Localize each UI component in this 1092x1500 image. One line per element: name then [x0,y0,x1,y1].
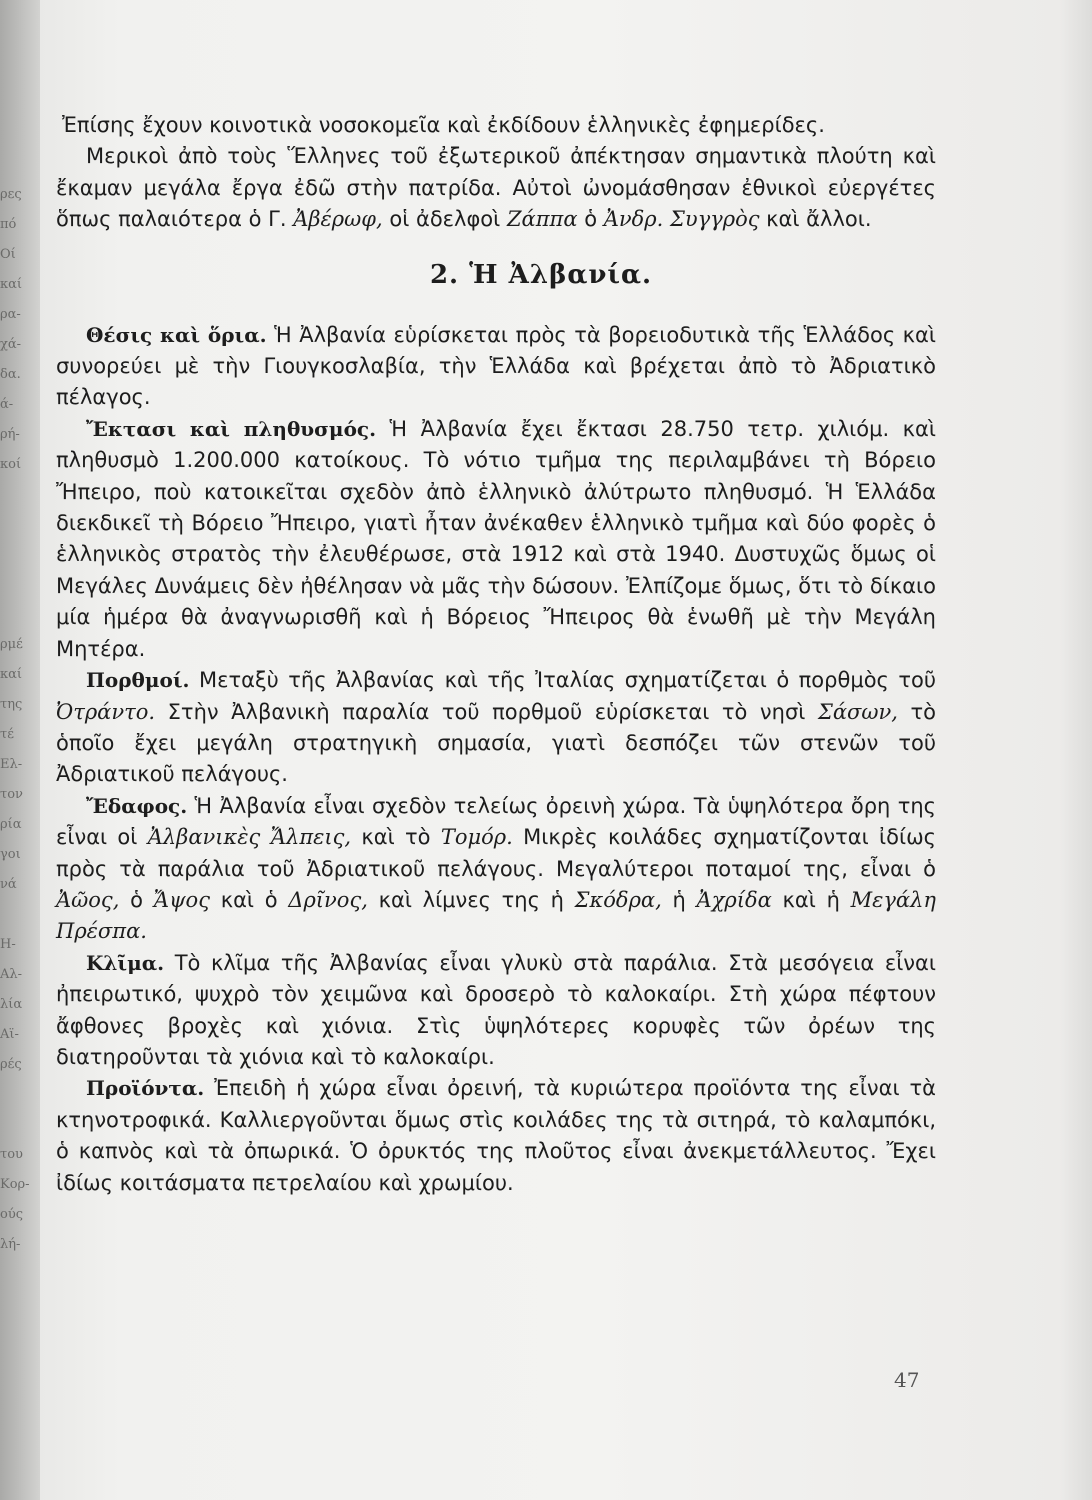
margin-fragment [0,1110,36,1140]
lead-products: Προϊόντα. [86,1076,205,1101]
margin-fragment [0,900,36,930]
margin-fragment: λή- [0,1237,21,1252]
margin-fragment: κοί [0,457,22,472]
margin-fragment: ρή- [0,427,20,442]
margin-fragment: Αϊ- [0,1027,19,1042]
margin-fragment: Η- [0,937,16,952]
margin-fragment: τέ [0,727,14,742]
margin-fragment [0,540,36,570]
page-number: 47 [894,1368,920,1392]
margin-fragment: γοι [0,847,21,862]
margin-fragment: ρμέ [0,637,23,652]
paragraph-extent: Ἔκτασι καὶ πληθυσμός. Ἡ Ἀλβανία ἔχει ἔκτασι 28.750 τετρ. χιλιόμ. καὶ πληθυσμὸ 1.200.000 κατοίκους. Τὸ νότιο τμῆμα της περιλαμβάνει τὴ Βόρειο Ἤπειρο, ποὺ κατοικεῖται σχεδὸν ἀπὸ ἑλληνικὸ ἀλύτρωτο πληθυσμό. Ἡ Ἑλλάδα διεκδικεῖ τὴ Βόρειο Ἤπειρο, γιατὶ ἦταν ἀνέκαθεν ἑλληνικὸ τμῆμα καὶ δύο φορὲς ὁ ἑλληνικὸς στρατὸς τὴν ἐλευθέρωσε, στὰ 1912 καὶ στὰ 1940. Δυστυχῶς ὅμως οἱ Μεγάλες Δυνάμεις δὲν ἠθέλησαν νὰ μᾶς τὴν δώσουν. Ἐλπίζομε ὅμως, ὅτι τὸ δίκαιο μία ἡμέρα θὰ ἀναγνωρισθῆ καὶ ἡ Βόρειος Ἤπειρος θὰ ἑνωθῆ μὲ τὴν Μεγάλη Μητέρα. [56,416,936,661]
margin-fragment: Κορ- [0,1177,30,1192]
margin-fragment: Αλ- [0,967,23,982]
paragraph-straits: Πορθμοί. Μεταξὺ τῆς Ἀλβανίας καὶ τῆς Ἰταλίας σχηματίζεται ὁ πορθμὸς τοῦ Ὀτράντο. Στὴν Ἀλβανικὴ παραλία τοῦ πορθμοῦ εὑρίσκεται τὸ νησὶ Σάσων, τὸ ὁποῖο ἔχει μεγάλη στρατηγικὴ σημασία, γιατὶ δεσπόζει τῶν στενῶν τοῦ Ἀδριατικοῦ πελάγους. [56,668,936,787]
margin-fragment: ρα- [0,307,21,322]
margin-fragment: νά [0,877,17,892]
margin-fragment [0,480,36,510]
margin-fragment: ρία [0,817,22,832]
margin-fragment: πό [0,217,17,232]
margin-fragment: Ελ- [0,757,23,772]
intro-line: Ἐπίσης ἔχουν κοινοτικὰ νοσοκομεῖα καὶ ἐκδίδουν ἑλληνικὲς ἐφημερίδες. [62,113,825,137]
margin-fragment: δα. [0,367,21,382]
margin-fragment [0,1080,36,1110]
lead-terrain: Ἔδαφος. [86,793,188,818]
margin-fragment: ρές [0,1057,22,1072]
margin-fragment [0,600,36,630]
margin-fragment: καί [0,667,23,682]
margin-fragment: ά- [0,397,14,412]
section-heading: 2. Ἡ Ἀλβανία. [429,259,653,290]
paragraph-products: Προϊόντα. Ἐπειδὴ ἡ χώρα εἶναι ὀρεινή, τὰ κυριώτερα προϊόντα της εἶναι τὰ κτηνοτροφικά. Καλλιεργοῦνται ὅμως στὶς κοιλάδες της τὰ σιτηρά, τὸ καλαμπόκι, ὁ καπνὸς καὶ τὰ ὀπωρικά. Ὁ ὀρυκτός της πλοῦτος εἶναι ἀνεκμετάλλευτος. Ἔχει ἰδίως κοιτάσματα πετρελαίου καὶ χρωμίου. [56,1076,936,1195]
margin-fragment: ούς [0,1207,24,1222]
paragraph-climate: Κλῖμα. Τὸ κλῖμα τῆς Ἀλβανίας εἶναι γλυκὺ στὰ παράλια. Στὰ μεσόγεια εἶναι ἠπειρωτικό, ψυχρὸ τὸν χειμῶνα καὶ δροσερὸ τὸ καλοκαίρι. Στὴ χώρα πέφτουν ἄφθονες βροχὲς καὶ χιόνια. Στὶς ὑψηλότερες κορυφὲς τῶν ὀρέων της διατηροῦνται τὰ χιόνια καὶ τὸ καλοκαίρι. [56,950,936,1069]
margin-fragment: του [0,1147,23,1162]
lead-climate: Κλῖμα. [86,950,165,975]
margin-fragment: τον [0,787,23,802]
margin-fragment: ρες [0,187,22,202]
margin-fragment: καί [0,277,23,292]
page-text [56,110,936,1199]
margin-fragment: λία [0,997,23,1012]
previous-page-margin-fragments [0,180,36,1260]
margin-fragment [0,510,36,540]
lead-thesis: Θέσις καὶ ὅρια. [86,322,267,347]
margin-fragment: Οί [0,247,16,262]
lead-straits: Πορθμοί. [86,668,190,693]
paragraph-terrain: Ἔδαφος. Ἡ Ἀλβανία εἶναι σχεδὸν τελείως ὀρεινὴ χώρα. Τὰ ὑψηλότερα ὄρη της εἶναι οἱ Ἀλβανικὲς Ἄλπεις, καὶ τὸ Τομόρ. Μικρὲς κοιλάδες σχηματίζονται ἰδίως πρὸς τὰ παράλια τοῦ Ἀδριατικοῦ πελάγους. Μεγαλύτεροι ποταμοί της, εἶναι ὁ Ἀῶος, ὁ Ἄψος καὶ ὁ Δρῖνος, καὶ λίμνες της ἡ Σκόδρα, ἡ Ἀχρίδα καὶ ἡ Μεγάλη Πρέσπα. [56,793,937,944]
paragraph-thesis: Θέσις καὶ ὅρια. Ἡ Ἀλβανία εὑρίσκεται πρὸς τὰ βορειοδυτικὰ τῆς Ἑλλάδος καὶ συνορεύει μὲ τὴν Γιουγκοσλαβία, τὴν Ἑλλάδα καὶ βρέχεται ἀπὸ τὸ Ἀδριατικὸ πέλαγος. [56,322,937,410]
margin-fragment: της [0,697,23,712]
lead-extent: Ἔκτασι καὶ πληθυσμός. [86,416,377,441]
margin-fragment: χά- [0,337,22,352]
margin-fragment [0,570,36,600]
intro-paragraph: Μερικοὶ ἀπὸ τοὺς Ἕλληνες τοῦ ἐξωτερικοῦ ἀπέκτησαν σημαντικὰ πλούτη καὶ ἔκαμαν μεγάλα ἔργα ἐδῶ στὴν πατρίδα. Αὐτοὶ ὠνομάσθησαν ἐθνικοὶ εὐεργέτες ὅπως παλαιότερα ὁ Γ. Ἀβέρωφ, οἱ ἀδελφοὶ Ζάππα ὁ Ἀνδρ. Συγγρὸς καὶ ἄλλοι. [56,144,936,232]
